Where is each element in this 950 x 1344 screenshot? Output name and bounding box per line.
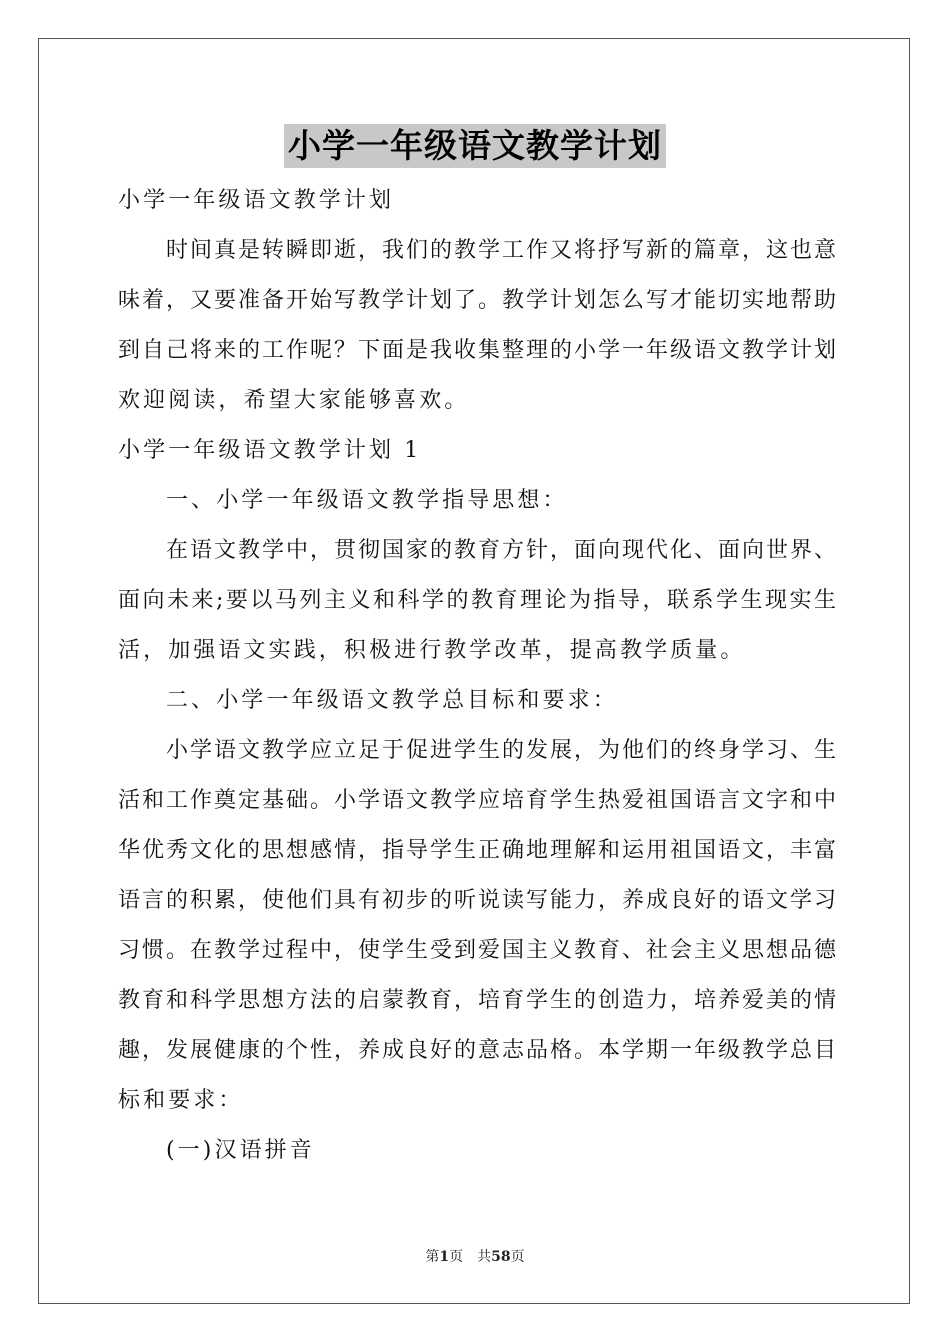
body-line: 欢迎阅读，希望大家能够喜欢。 bbox=[118, 388, 470, 413]
body-line: 小学一年级语文教学计划 bbox=[118, 188, 395, 213]
title-wrap bbox=[0, 124, 950, 168]
body-line: 语言的积累，使他们具有初步的听说读写能力，养成良好的语文学习 bbox=[118, 888, 836, 913]
body-line: 小学一年级语文教学计划 1 bbox=[118, 438, 422, 463]
footer-mid: 页 共 bbox=[449, 1249, 492, 1265]
body-line: 二、小学一年级语文教学总目标和要求： bbox=[166, 688, 618, 713]
body-line: 活和工作奠定基础。小学语文教学应培育学生热爱祖国语言文字和中 bbox=[118, 788, 836, 813]
body-line: 到自己将来的工作呢？下面是我收集整理的小学一年级语文教学计划 bbox=[118, 338, 836, 363]
body-line: 小学语文教学应立足于促进学生的发展，为他们的终身学习、生 bbox=[166, 738, 836, 763]
body-line: 面向未来;要以马列主义和科学的教育理论为指导，联系学生现实生 bbox=[118, 588, 836, 613]
body-line: 味着，又要准备开始写教学计划了。教学计划怎么写才能切实地帮助 bbox=[118, 288, 836, 313]
body-line: 标和要求： bbox=[118, 1088, 244, 1113]
footer-total-pages: 58 bbox=[491, 1249, 511, 1265]
footer-current-page: 1 bbox=[439, 1249, 450, 1265]
body-line: (一)汉语拼音 bbox=[166, 1138, 315, 1163]
body-line: 活，加强语文实践，积极进行教学改革，提高教学质量。 bbox=[118, 638, 746, 663]
body-line: 一、小学一年级语文教学指导思想： bbox=[166, 488, 568, 513]
page-footer bbox=[0, 1246, 950, 1266]
footer-prefix: 第 bbox=[425, 1249, 440, 1265]
body-line: 习惯。在教学过程中，使学生受到爱国主义教育、社会主义思想品德 bbox=[118, 938, 836, 963]
document-title: 小学一年级语文教学计划 bbox=[284, 124, 666, 168]
body-line: 时间真是转瞬即逝，我们的教学工作又将抒写新的篇章，这也意 bbox=[166, 238, 836, 263]
document-body bbox=[118, 176, 836, 1176]
body-line: 在语文教学中，贯彻国家的教育方针，面向现代化、面向世界、 bbox=[166, 538, 836, 563]
body-line: 教育和科学思想方法的启蒙教育，培育学生的创造力，培养爱美的情 bbox=[118, 988, 836, 1013]
body-line: 华优秀文化的思想感情，指导学生正确地理解和运用祖国语文，丰富 bbox=[118, 838, 836, 863]
footer-suffix: 页 bbox=[510, 1249, 525, 1265]
body-line: 趣，发展健康的个性，养成良好的意志品格。本学期一年级教学总目 bbox=[118, 1038, 836, 1063]
